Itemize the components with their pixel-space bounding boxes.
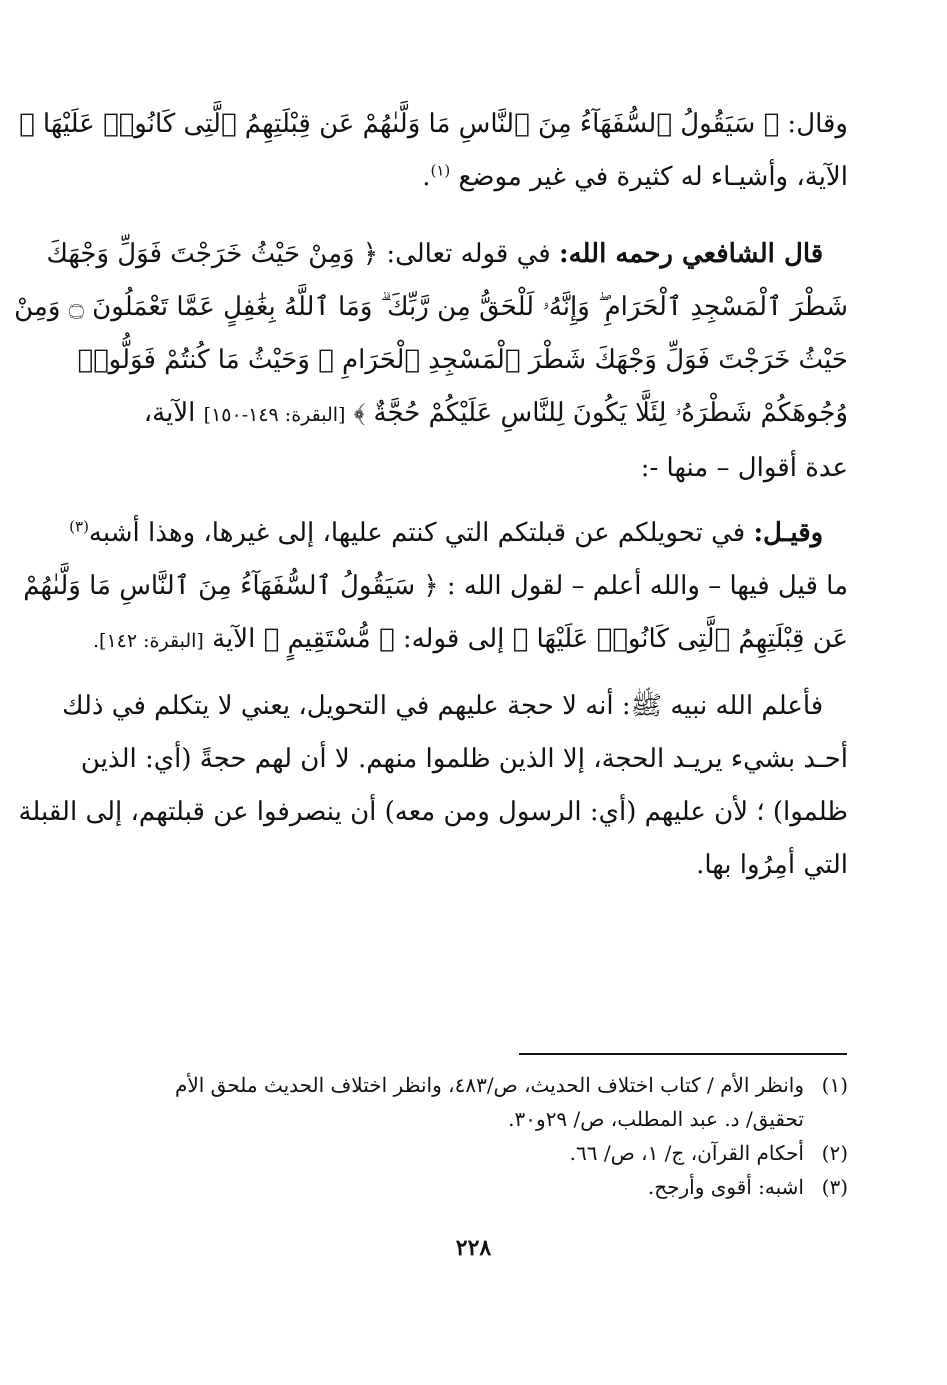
text-span: عَن قِبْلَتِهِمُ ٱلَّتِى كَانُوا۟ عَلَيْهَا ﴾ إلى قوله: ﴿ مُّسْتَقِيمٍ ﴾ الآية (212, 624, 848, 654)
footnote-text: وانظر الأم / كتاب اختلاف الحديث، ص/٤٨٣، وانظر اختلاف الحديث ملحق الأم (174, 1073, 804, 1097)
paragraph-1 (19, 98, 848, 204)
footnote-3 (100, 1170, 848, 1204)
text-line: شَطْرَ ٱلْمَسْجِدِ ٱلْحَرَامِ ۖ وَإِنَّهُۥ لَلْحَقُّ مِن رَّبِّكَ ۗ وَمَا ٱللَّهُ بِغَٰفِلٍ عَمَّا تَعْمَلُونَ ۝ وَمِنْ (14, 292, 848, 322)
quran-reference: [البقرة: ١٤٢]. (93, 630, 204, 652)
footnote-number: (٢) (821, 1141, 848, 1165)
text-line (100, 151, 848, 204)
footnotes (100, 1068, 848, 1204)
text-line (100, 387, 848, 442)
footnote-divider (519, 1053, 847, 1055)
footnote-1-continued: تحقيق/ د. عبد المطلب، ص/ ٢٩و٣٠. (508, 1107, 804, 1131)
main-text (14, 98, 848, 904)
text-line: أحـد بشيء يريـد الحجة، إلا الذين ظلموا منهم. لا أن لهم حجةً (أي: الذين (80, 744, 848, 774)
footnote-2 (100, 1136, 848, 1170)
quran-reference: [البقرة: ١٤٩-١٥٠] (203, 404, 346, 426)
text-line (62, 680, 848, 733)
footnote-number: (١) (821, 1073, 848, 1097)
text-span: فأعلم الله نبيه ﷺ: أنه لا حجة عليهم في التحويل، يعني لا يتكلم في ذلك (62, 691, 824, 721)
text-line: حَيْثُ خَرَجْتَ فَوَلِّ وَجْهَكَ شَطْرَ ٱلْمَسْجِدِ ٱلْحَرَامِ ۚ وَحَيْثُ مَا كُنتُمْ فَوَلُّوا۟ (77, 345, 848, 375)
paragraph-3 (23, 507, 848, 668)
page-number: ٢٢٨ (455, 1235, 492, 1261)
text-line: وقال: ﴿ سَيَقُولُ ٱلسُّفَهَآءُ مِنَ ٱلنَّاسِ مَا وَلَّىٰهُمْ عَن قِبْلَتِهِمُ ٱلَّتِى كَانُوا۟ عَلَيْهَا ﴾ (19, 109, 848, 139)
paragraph-2 (14, 228, 848, 495)
text-span: في تحويلكم عن قبلتكم التي كنتم عليها، إلى غيرها، وهذا أشبه (88, 518, 746, 548)
text-span: . (422, 162, 431, 192)
text-line: التي أمِرُوا بها. (696, 850, 848, 880)
speaker-lead: قال الشافعي رحمه الله: (559, 239, 824, 269)
text-line (93, 613, 848, 668)
footnote-1 (100, 1068, 848, 1102)
text-span: الآية، وأشيـاء له كثيرة في غير موضع (458, 162, 848, 192)
speaker-lead: وقيـل: (753, 518, 824, 548)
text-line: ظلموا) ؛ لأن عليهم (أي: الرسول ومن معه) أن ينصرفوا عن قبلتهم، إلى القبلة (18, 797, 848, 827)
paragraph-4 (18, 680, 848, 892)
text-span: الآية، (143, 398, 196, 428)
text-line: عدة أقوال – منها -: (640, 453, 848, 483)
text-line (69, 507, 848, 560)
footnote-text: أحكام القرآن، ج/ ١، ص/ ٦٦. (569, 1141, 804, 1165)
verse-span: وُجُوهَكُمْ شَطْرَهُۥ لِئَلَّا يَكُونَ لِلنَّاسِ عَلَيْكُمْ حُجَّةٌ ﴾ (353, 398, 848, 428)
footnote-marker: (١) (430, 161, 451, 180)
text-line: ما قيل فيها – والله أعلم – لقول الله : ﴿ سَيَقُولُ ٱلسُّفَهَآءُ مِنَ ٱلنَّاسِ مَا وَلَّىٰهُمْ (23, 571, 848, 601)
text-span: في قوله تعالى: ﴿ وَمِنْ حَيْثُ خَرَجْتَ فَوَلِّ وَجْهَكَ (46, 239, 551, 269)
text-line (46, 228, 848, 281)
footnote-text: اشبه: أقوى وأرجح. (647, 1175, 804, 1199)
footnote-number: (٣) (821, 1175, 848, 1199)
footnote-marker: (٣) (69, 517, 89, 536)
